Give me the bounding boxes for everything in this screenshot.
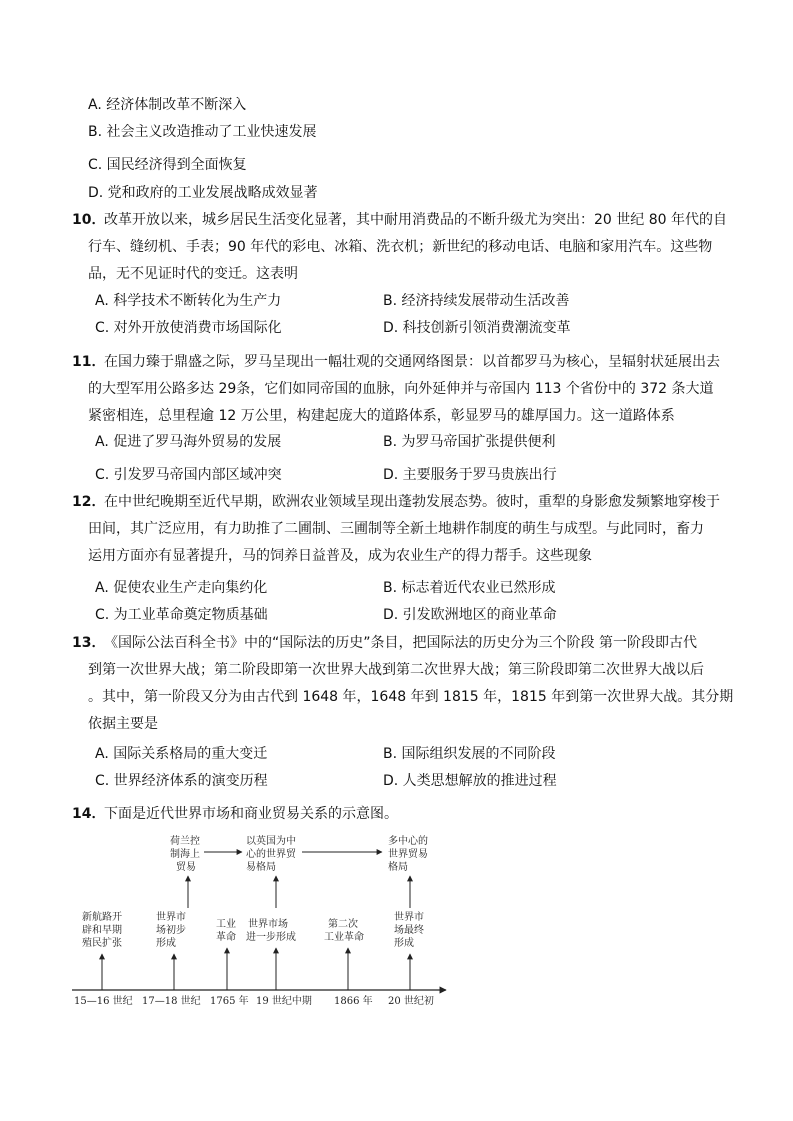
q9-option-a: A. 经济体制改革不断深入	[88, 97, 247, 113]
svg-text:格局: 格局	[388, 862, 408, 873]
q13-option-d: D. 人类思想解放的推进过程	[383, 773, 557, 789]
svg-text:形成: 形成	[394, 938, 414, 949]
q10-option-d: D. 科技创新引领消费潮流变革	[383, 320, 571, 336]
svg-text:世界市: 世界市	[394, 912, 424, 923]
q10-option-a: A. 科学技术不断转化为生产力	[95, 293, 282, 309]
timeline-label: 20 世纪初	[388, 996, 434, 1007]
q13-stem-line: 依据主要是	[88, 716, 158, 732]
q13-option-a: A. 国际关系格局的重大变迁	[95, 746, 268, 762]
q10-option-b: B. 经济持续发展带动生活改善	[383, 293, 570, 309]
timeline-label: 19 世纪中期	[256, 996, 312, 1007]
svg-text:工业: 工业	[216, 919, 236, 930]
svg-text:心的世界贸: 心的世界贸	[246, 849, 296, 860]
svg-text:形成: 形成	[156, 938, 176, 949]
q10-stem-line: 品，无不见证时代的变迁。这表明	[88, 266, 298, 282]
svg-text:荷兰控: 荷兰控	[170, 836, 200, 847]
q10-number: 10．	[72, 212, 106, 228]
top-box-britain	[246, 834, 297, 873]
timeline-label: 1765 年	[210, 996, 249, 1007]
svg-text:殖民扩张: 殖民扩张	[82, 938, 122, 949]
q13-stem-line: 《国际公法百科全书》中的“国际法的历史”条目，把国际法的历史分为三个阶段 第一阶段即古代	[104, 635, 697, 651]
q13-stem-line: 到第一次世界大战；第二阶段即第一次世界大战到第二次世界大战；第三阶段即第二次世界大战以后	[88, 662, 704, 678]
svg-text:多中心的: 多中心的	[388, 836, 428, 847]
q13-stem-line: 。其中，第一阶段又分为由古代到 1648 年，1648 年到 1815 年，1815 年到第一次世界大战。其分期	[88, 689, 734, 705]
svg-text:易格局: 易格局	[246, 862, 276, 873]
q14-number: 14．	[72, 806, 106, 822]
q12-stem-line: 田间，其广泛应用，有力助推了二圃制、三圃制等全新土地耕作制度的萌生与成型。与此同时，畜力	[88, 521, 704, 537]
svg-text:制海上: 制海上	[170, 849, 200, 860]
svg-text:场初步: 场初步	[156, 925, 186, 936]
top-box-dutch	[170, 834, 200, 873]
q13-number: 13．	[72, 635, 106, 651]
q10-option-c: C. 对外开放使消费市场国际化	[95, 320, 282, 336]
timeline-label: 17—18 世纪	[142, 996, 201, 1007]
q11-option-a: A. 促进了罗马海外贸易的发展	[95, 434, 282, 450]
q10-stem-line: 行车、缝纫机、手表；90 年代的彩电、冰箱、洗衣机；新世纪的移动电话、电脑和家用汽车。这些物	[88, 239, 713, 255]
event-market-initial	[156, 910, 186, 949]
svg-text:世界市: 世界市	[156, 912, 186, 923]
svg-text:世界市场: 世界市场	[248, 919, 288, 930]
svg-text:革命: 革命	[216, 932, 236, 943]
timeline-label: 1866 年	[334, 996, 373, 1007]
svg-text:工业革命: 工业革命	[324, 932, 364, 943]
q12-stem-line: 在中世纪晚期至近代早期，欧洲农业领域呈现出蓬勃发展态势。彼时，重犁的身影愈发频繁地穿梭于	[104, 494, 720, 510]
event-market-final	[394, 910, 424, 949]
q11-stem-line: 在国力臻于鼎盛之际，罗马呈现出一幅壮观的交通网络图景：以首都罗马为核心，呈辐射状延展出去	[104, 354, 720, 370]
timeline-label: 15—16 世纪	[74, 996, 133, 1007]
q11-stem-line: 的大型军用公路多达 29条，它们如同帝国的血脉，向外延伸并与帝国内 113 个省份中的 372 条大道	[88, 381, 714, 397]
event-second-industrial	[324, 917, 364, 943]
q12-stem-line: 运用方面亦有显著提升，马的饲养日益普及，成为农业生产的得力帮手。这些现象	[88, 548, 592, 564]
event-industrial-revolution	[216, 917, 236, 943]
q11-number: 11．	[72, 354, 106, 370]
svg-text:第二次: 第二次	[328, 919, 358, 930]
q11-stem-line: 紧密相连，总里程逾 12 万公里，构建起庞大的道路体系，彰显罗马的雄厚国力。这一道路体系	[88, 408, 675, 424]
svg-text:贸易: 贸易	[176, 862, 196, 873]
q13-option-c: C. 世界经济体系的演变历程	[95, 773, 268, 789]
svg-text:辟和早期: 辟和早期	[82, 925, 122, 936]
q9-option-d: D. 党和政府的工业发展战略成效显著	[88, 185, 318, 201]
q9-option-b: B. 社会主义改造推动了工业快速发展	[88, 124, 317, 140]
event-new-route	[82, 910, 122, 949]
q10-stem-line: 改革开放以来，城乡居民生活变化显著，其中耐用消费品的不断升级尤为突出：20 世纪 80 年代的自	[104, 212, 727, 228]
svg-text:世界贸易: 世界贸易	[388, 849, 428, 860]
q11-option-d: D. 主要服务于罗马贵族出行	[383, 467, 557, 483]
event-market-further	[246, 917, 296, 943]
svg-text:以英国为中: 以英国为中	[246, 836, 296, 847]
q11-option-b: B. 为罗马帝国扩张提供便利	[383, 434, 556, 450]
top-box-multicenter	[388, 834, 428, 873]
svg-text:进一步形成: 进一步形成	[246, 932, 296, 943]
q12-option-c: C. 为工业革命奠定物质基础	[95, 607, 268, 623]
q12-option-b: B. 标志着近代农业已然形成	[383, 580, 556, 596]
q12-number: 12．	[72, 494, 106, 510]
svg-text:场最终: 场最终	[394, 925, 424, 936]
world-market-diagram	[70, 832, 450, 1012]
q13-option-b: B. 国际组织发展的不同阶段	[383, 746, 556, 762]
q11-option-c: C. 引发罗马帝国内部区域冲突	[95, 467, 282, 483]
q12-option-d: D. 引发欧洲地区的商业革命	[383, 607, 557, 623]
q9-option-c: C. 国民经济得到全面恢复	[88, 157, 247, 173]
q12-option-a: A. 促使农业生产走向集约化	[95, 580, 268, 596]
q14-stem: 下面是近代世界市场和商业贸易关系的示意图。	[104, 806, 398, 822]
svg-text:新航路开: 新航路开	[82, 912, 122, 923]
